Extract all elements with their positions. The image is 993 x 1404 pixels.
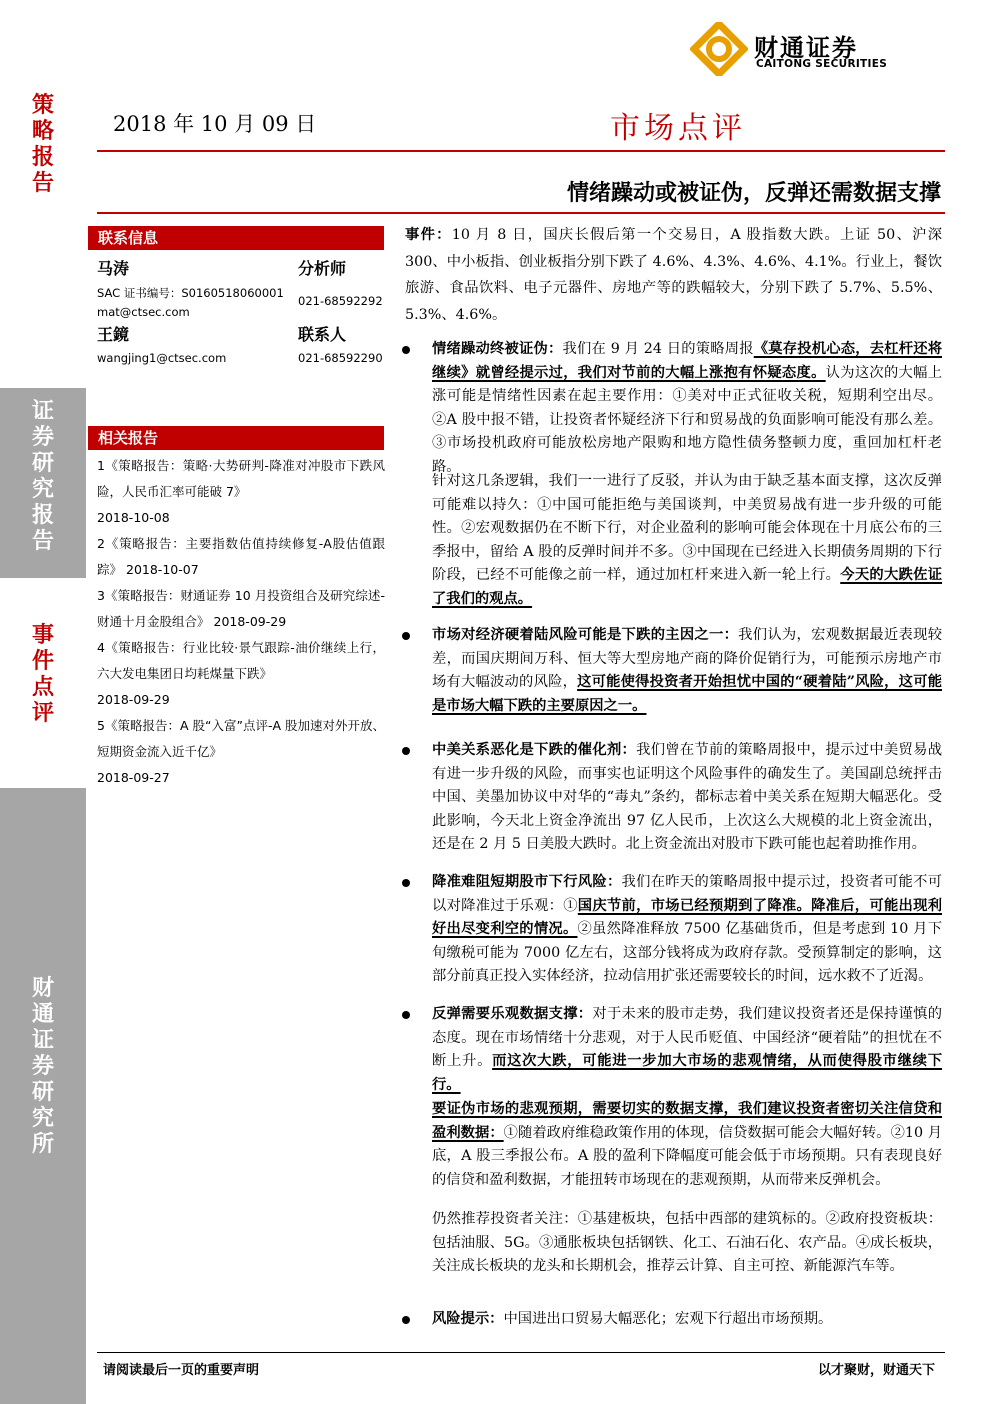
bullet-icon bbox=[402, 879, 410, 887]
bullet-rebound-data bbox=[432, 1003, 942, 1097]
strip-label-event-review: 事 件 点 评 bbox=[31, 622, 54, 726]
analyst-phone: 021-68592292 bbox=[298, 294, 383, 308]
report-headline: 情绪躁动或被证伪，反弹还需数据支撑 bbox=[566, 180, 941, 206]
emphasis-text: 这可能使得投资者开始担忧中国的“硬着陆”风险，这可能是市场大幅下跌的主要原因之一。 bbox=[432, 674, 943, 714]
contact-role: 联系人 bbox=[298, 325, 347, 344]
contact-name: 王鏡 bbox=[97, 325, 130, 344]
bullet-rrr-cut bbox=[432, 871, 942, 989]
bullet-label: 情绪躁动终被证伪： bbox=[432, 341, 563, 357]
recommendation-paragraph: 仍然推荐投资者关注：①基建板块，包括中西部的建筑标的。②政府投资板块：包括油服、5G。③通胀板块包括钢铁、化工、石油石化、农产品。④成长板块，关注成长板块的龙头和长期机会，推荐云计算、自主可控、新能源汽车等。 bbox=[432, 1211, 942, 1274]
text-run: 我们在昨天的策略周报中提示过，投资者可能不可以对降准过于乐观：① bbox=[432, 874, 943, 914]
company-logo bbox=[690, 22, 950, 76]
analyst-name: 马涛 bbox=[97, 259, 130, 278]
event-text: 10 月 8 日，国庆长假后第一个交易日，A 股指数大跌。上证 50、沪深 300、中小板指、创业板指分别下跌了 4.6%、4.3%、4.6%、4.1%。行业上，餐饮旅游、食品饮料、电子元器件、房地产等的跌幅较大，分别下跌了 5.7%、5.5%、5.3%、4.6%。 bbox=[405, 227, 942, 323]
emphasis-text: 而这次大跌，可能进一步加大市场的悲观情绪，从而使得股市继续下行。 bbox=[432, 1053, 943, 1093]
related-report-1[interactable]: 1《策略报告：策略·大势研判-降准对冲股市下跌风险，人民币汇率可能破 7》 2018-10-08 bbox=[97, 458, 385, 525]
emphasis-text: 《莫存投机心态，去杠杆还将继续》就曾经提示过，我们对节前的大幅上涨抱有怀疑态度。 bbox=[432, 341, 943, 381]
strip-label-securities-research: 证 券 研 究 报 告 bbox=[31, 398, 54, 554]
text-run: ①随着政府维稳政策作用的体现，信贷数据可能会大幅好转。②10 月底，A 股三季报公布。A 股的盈利下降幅度可能会低于市场预期。只有表现良好的信贷和盈利数据，才能扭转市场现在的悲观预期，从而带来反弹机会。 bbox=[432, 1124, 942, 1188]
data-support-paragraph bbox=[432, 1098, 942, 1192]
related-report-5[interactable]: 5《策略报告：A 股“入富”点评-A 股加速对外开放、短期资金流入近千亿》 2018-09-27 bbox=[97, 718, 385, 785]
bullet-icon bbox=[402, 1316, 410, 1324]
bullet-sentiment bbox=[432, 338, 942, 479]
footer-slogan: 以才聚财，财通天下 bbox=[817, 1363, 935, 1378]
contact-phone: 021-68592290 bbox=[298, 351, 383, 365]
header-divider bbox=[97, 150, 945, 152]
related-report-4[interactable]: 4《策略报告：行业比较·景气跟踪-油价继续上行，六大发电集团日均耗煤量下跌》 2018-09-29 bbox=[97, 640, 385, 707]
bullet-icon bbox=[402, 346, 410, 354]
text-run: 认为这次的大幅上涨可能是情绪性因素在起主要作用：①美对中正式征收关税，短期利空出尽。②A 股中报不错，让投资者怀疑经济下行和贸易战的负面影响可能没有那么差。③市场投机政府可能放松房地产限购和地方隐性债务整顿力度，重回加杠杆老路。 bbox=[432, 364, 943, 475]
strip-label-strategy-report: 策 略 报 告 bbox=[31, 92, 54, 196]
bullet-icon bbox=[402, 632, 410, 640]
text-run: 我们在 9 月 24 日的策略周报 bbox=[562, 341, 754, 357]
report-date: 2018 年 10 月 09 日 bbox=[113, 112, 317, 136]
analyst-license: SAC 证书编号：S0160518060001 bbox=[97, 286, 284, 300]
text-run: 我们曾在节前的策略周报中，提示过中美贸易战有进一步升级的风险，而事实也证明这个风险事件的确发生了。美国副总统抨击中国、美墨加协议中对华的“毒丸”条约，都标志着中美关系在短期大幅恶化。受此影响，今天北上资金净流出 97 亿人民币，上次这么大规模的北上资金流出，还是在 2 月 5 日美股大跌时。北上资金流出对股市下跌可能也起着助推作用。 bbox=[432, 742, 943, 852]
headline-divider bbox=[97, 212, 945, 214]
event-paragraph bbox=[405, 222, 942, 328]
emphasis-text: 今天的大跌佐证了我们的观点。 bbox=[432, 567, 943, 607]
emphasis-text: 要证伪市场的悲观预期，需要切实的数据支撑，我们建议投资者密切关注信贷和盈利数据： bbox=[432, 1101, 942, 1141]
bullet-label: 市场对经济硬着陆风险可能是下跌的主因之一： bbox=[432, 627, 739, 643]
rebuttal-paragraph bbox=[432, 470, 942, 611]
event-label: 事件： bbox=[405, 227, 452, 243]
strip-label-institute: 财 通 证 券 研 究 所 bbox=[31, 975, 54, 1157]
bullet-hard-landing bbox=[432, 624, 942, 718]
analyst-role: 分析师 bbox=[298, 259, 347, 278]
contact-email[interactable]: wangjing1@ctsec.com bbox=[97, 351, 227, 365]
footer-disclaimer: 请阅读最后一页的重要声明 bbox=[103, 1363, 260, 1378]
bullet-icon bbox=[402, 1011, 410, 1019]
section-title: 市场点评 bbox=[610, 111, 746, 146]
related-report-2[interactable]: 2《策略报告：主要指数估值持续修复-A股估值跟踪》 2018-10-07 bbox=[97, 536, 385, 577]
logo-english-name: CAITONG SECURITIES bbox=[756, 58, 888, 70]
risk-warning bbox=[432, 1308, 942, 1332]
bullet-sino-us bbox=[432, 739, 942, 857]
risk-text: 中国进出口贸易大幅恶化；宏观下行超出市场预期。 bbox=[503, 1311, 833, 1327]
logo-chinese-name: 财通证券 bbox=[754, 33, 858, 62]
bullet-icon bbox=[402, 747, 410, 755]
text-run: 我们认为，宏观数据最近表现较差，而国庆期间万科、恒大等大型房地产商的降价促销行为，可能预示房地产市场有大幅波动的风险， bbox=[432, 627, 943, 690]
logo-mark-icon bbox=[690, 22, 748, 76]
bullet-label: 反弹需要乐观数据支撑： bbox=[432, 1006, 593, 1022]
text-run: 对于未来的股市走势，我们建议投资者还是保持谨慎的态度。现在市场情绪十分悲观，对于人民币贬值、中国经济“硬着陆”的担忧在不断上升。 bbox=[432, 1006, 942, 1069]
bullet-label: 降准难阻短期股市下行风险： bbox=[432, 874, 622, 890]
related-heading: 相关报告 bbox=[88, 426, 384, 450]
text-run: ②虽然降准释放 7500 亿基础货币，但是考虑到 10 月下旬缴税可能为 7000 亿左右，这部分钱将成为政府存款。受预算制定的影响，这部分前真正投入实体经济，拉动信用扩张还需要较长的时间，远水救不了近渴。 bbox=[432, 921, 942, 984]
text-run: 针对这几条逻辑，我们一一进行了反驳，并认为由于缺乏基本面支撑，这次反弹可能难以持久：①中国可能拒绝与美国谈判，中美贸易战有进一步升级的可能性。②宏观数据仍在不断下行，对企业盈利的影响可能会体现在十月底公布的三季报中，留给 A 股的反弹时间并不多。③中国现在已经进入长期债务周期的下行阶段，已经不可能像之前一样，通过加杠杆来进入新一轮上行。 bbox=[432, 473, 942, 583]
footer-divider bbox=[97, 1352, 945, 1353]
bullet-label: 中美关系恶化是下跌的催化剂： bbox=[432, 742, 637, 758]
analyst-email[interactable]: mat@ctsec.com bbox=[97, 305, 190, 319]
related-report-3[interactable]: 3《策略报告：财通证券 10 月投资组合及研究综述-财通十月金股组合》 2018-09-29 bbox=[97, 588, 385, 629]
emphasis-text: 国庆节前，市场已经预期到了降准。降准后，可能出现利好出尽变利空的情况。 bbox=[432, 897, 942, 937]
contact-heading: 联系信息 bbox=[88, 226, 384, 250]
risk-label: 风险提示： bbox=[432, 1311, 504, 1327]
